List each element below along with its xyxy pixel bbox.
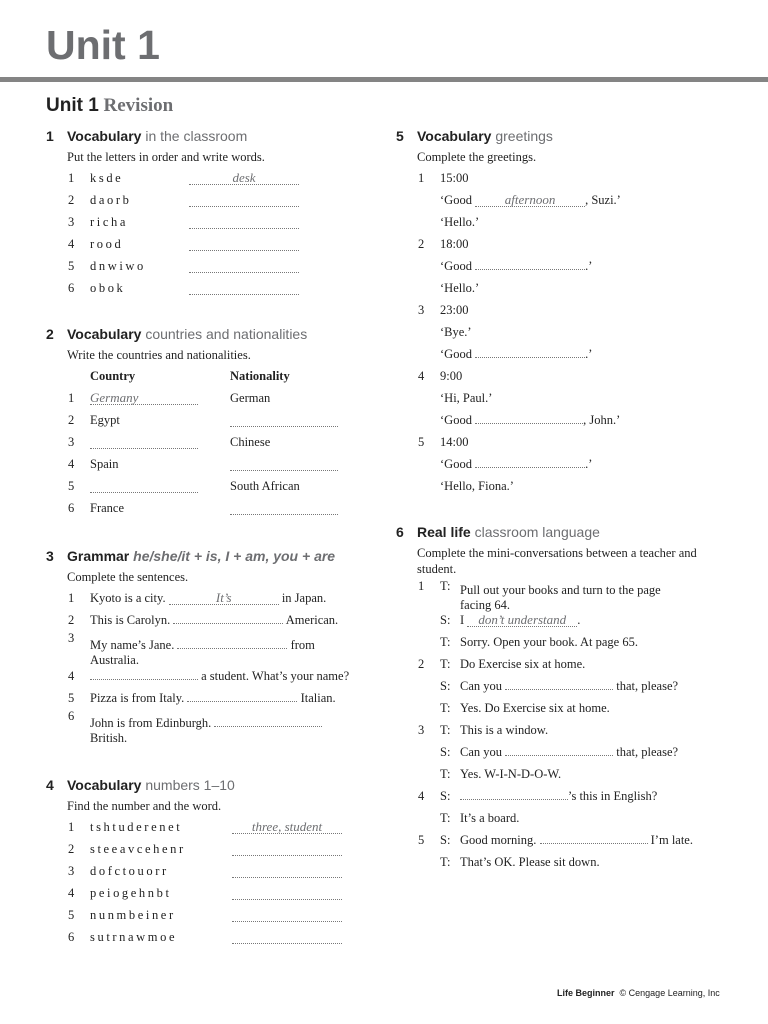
sentence-continuation: Australia. — [90, 653, 139, 667]
greeting-line — [396, 453, 726, 475]
teacher-line — [396, 851, 726, 873]
item-number: 2 — [418, 657, 425, 671]
answer-blank[interactable] — [214, 713, 322, 727]
page-footer — [557, 988, 720, 998]
student-prefix: Good morning. — [460, 833, 537, 847]
scramble-item — [46, 233, 376, 255]
country-item — [46, 387, 376, 409]
teacher-text: Pull out your books and turn to the page facing 64. — [460, 583, 661, 612]
letter-string: sutrnawmoe — [90, 930, 178, 944]
student-blank[interactable]: don’t understand — [467, 613, 577, 627]
answer-blank[interactable] — [232, 930, 342, 944]
item-number: 3 — [418, 723, 425, 737]
greeting-line — [396, 189, 726, 211]
sentence-start: My name’s Jane. — [90, 638, 175, 652]
greeting-blank[interactable] — [475, 410, 583, 424]
item-number: 2 — [68, 842, 75, 856]
student-line — [396, 785, 726, 807]
teacher-label: T: — [440, 855, 451, 869]
item-number: 3 — [418, 303, 425, 317]
student-line — [396, 741, 726, 763]
sentence-start: John is from Edinburgh. — [90, 716, 212, 730]
sentence-item — [46, 609, 376, 631]
greeting-line — [396, 343, 726, 365]
teacher-label: T: — [440, 657, 451, 671]
letter-string: tshtuderenet — [90, 820, 183, 834]
reply-line — [396, 387, 726, 409]
nationality-text: German — [230, 391, 271, 405]
letter-string: steeavcehenr — [90, 842, 186, 856]
student-blank[interactable] — [505, 676, 613, 690]
answer-blank[interactable] — [232, 908, 342, 922]
answer-blank[interactable] — [189, 259, 299, 273]
item-number: 5 — [68, 691, 75, 705]
student-line — [396, 609, 726, 631]
number-word-item — [46, 838, 376, 860]
country-header: Country — [90, 369, 136, 383]
number-word-item — [46, 882, 376, 904]
answer-blank[interactable] — [232, 864, 342, 878]
student-suffix: I’m late. — [650, 833, 693, 847]
answer-blank[interactable] — [189, 215, 299, 229]
item-number: 3 — [68, 435, 75, 449]
item-number: 2 — [68, 613, 75, 627]
nationality-blank[interactable] — [230, 413, 338, 427]
time-text: 9:00 — [440, 369, 463, 383]
answer-blank[interactable]: desk — [189, 171, 299, 185]
country-item — [46, 409, 376, 431]
unit-heading: Unit 1 — [46, 22, 160, 68]
exercise-instruction: Complete the mini-conversations between a teacher and student. — [417, 546, 697, 576]
answer-blank[interactable] — [177, 635, 287, 649]
greeting-time — [396, 167, 726, 189]
teacher-line — [396, 807, 726, 829]
exercise-category: Vocabulary — [67, 326, 142, 342]
page-subtitle — [46, 94, 173, 118]
reply-line — [396, 321, 726, 343]
reply-text: ‘Hi, Paul.’ — [440, 391, 493, 405]
exercise-4 — [46, 775, 376, 948]
teacher-text: Sorry. Open your book. At page 65. — [460, 635, 638, 649]
exercise-4-heading — [46, 775, 376, 795]
reply-text: ‘Bye.’ — [440, 325, 472, 339]
teacher-text: Yes. W-I-N-D-O-W. — [460, 767, 562, 781]
greeting-blank[interactable] — [475, 344, 585, 358]
answer-blank[interactable] — [173, 610, 283, 624]
teacher-line — [396, 579, 726, 612]
greeting-prefix: ‘Good — [440, 457, 472, 471]
answer-blank[interactable] — [187, 688, 297, 702]
reply-text: ‘Hello.’ — [440, 281, 480, 295]
item-number: 5 — [418, 435, 425, 449]
item-number: 5 — [418, 833, 425, 847]
time-text: 18:00 — [440, 237, 469, 251]
teacher-line — [396, 653, 726, 675]
answer-blank[interactable] — [189, 237, 299, 251]
footer-book-title: Life Beginner — [557, 988, 615, 998]
answer-blank[interactable]: It’s — [169, 591, 279, 605]
item-number: 1 — [418, 171, 425, 185]
student-suffix: that, please? — [616, 679, 679, 693]
footer-copyright: © Cengage Learning, Inc — [619, 988, 720, 998]
greeting-line — [396, 409, 726, 431]
teacher-label: T: — [440, 579, 451, 593]
item-number: 3 — [68, 864, 75, 878]
item-number: 6 — [68, 501, 75, 515]
item-number: 5 — [68, 908, 75, 922]
header-rule — [0, 77, 768, 82]
sentence-start: This is Carolyn. — [90, 613, 171, 627]
item-number: 6 — [68, 930, 75, 944]
exercise-instruction: Write the countries and nationalities. — [67, 348, 251, 362]
answer-blank[interactable] — [90, 666, 198, 680]
item-number: 1 — [418, 579, 425, 593]
student-label: S: — [440, 833, 451, 847]
exercise-number: 6 — [396, 524, 404, 540]
exercise-5-heading — [396, 126, 726, 146]
item-number: 4 — [68, 669, 75, 683]
sentence-item — [46, 631, 376, 665]
item-number: 4 — [418, 789, 425, 803]
teacher-label: T: — [440, 723, 451, 737]
exercise-instruction: Complete the greetings. — [417, 150, 537, 164]
greeting-suffix: , Suzi.’ — [585, 193, 621, 207]
exercise-3-heading — [46, 546, 376, 566]
letter-string: dofctouorr — [90, 864, 169, 878]
greeting-suffix: .’ — [585, 259, 593, 273]
exercise-instruction: Put the letters in order and write words. — [67, 150, 265, 164]
item-number: 2 — [68, 413, 75, 427]
greeting-time — [396, 365, 726, 387]
country-answer[interactable]: Germany — [90, 391, 198, 405]
sentence-end: in Japan. — [281, 591, 327, 605]
country-text: France — [90, 501, 125, 515]
sentence-item — [46, 709, 376, 743]
teacher-text: This is a window. — [460, 723, 549, 737]
answer-blank[interactable] — [232, 886, 342, 900]
student-blank[interactable] — [460, 786, 568, 800]
scramble-item — [46, 255, 376, 277]
scrambled-letters: obok — [90, 281, 126, 295]
exercise-number: 5 — [396, 128, 404, 144]
item-number: 1 — [68, 391, 75, 405]
exercise-number: 1 — [46, 128, 54, 144]
teacher-text: Yes. Do Exercise six at home. — [460, 701, 610, 715]
sentence-item — [46, 587, 376, 609]
exercise-category: Real life — [417, 524, 471, 540]
letter-string: peiogehnbt — [90, 886, 172, 900]
number-word-item — [46, 904, 376, 926]
exercise-number: 2 — [46, 326, 54, 342]
item-number: 1 — [68, 591, 75, 605]
sentence-end: American. — [285, 613, 339, 627]
student-blank[interactable] — [540, 830, 648, 844]
time-text: 23:00 — [440, 303, 469, 317]
teacher-label: T: — [440, 635, 451, 649]
exercise-instruction: Complete the sentences. — [67, 570, 189, 584]
number-word-item — [46, 926, 376, 948]
exercise-5 — [396, 126, 726, 497]
greeting-blank[interactable]: afternoon — [475, 193, 585, 207]
student-label: S: — [440, 789, 451, 803]
item-number: 5 — [68, 259, 75, 273]
student-label: S: — [440, 745, 451, 759]
reply-line — [396, 475, 726, 497]
greeting-suffix: .’ — [585, 457, 593, 471]
reply-text: ‘Hello.’ — [440, 215, 480, 229]
sentence-end: from — [290, 638, 315, 652]
sentence-end: a student. What’s your name? — [201, 669, 350, 683]
item-number: 4 — [68, 237, 75, 251]
student-label: S: — [440, 613, 451, 627]
greeting-blank[interactable] — [475, 256, 585, 270]
exercise-1-heading — [46, 126, 376, 146]
exercise-topic: numbers 1–10 — [145, 777, 235, 793]
subtitle-revision: Revision — [103, 95, 174, 116]
answer-blank[interactable]: three, student — [232, 820, 342, 834]
item-number: 6 — [68, 281, 75, 295]
country-item — [46, 497, 376, 519]
exercise-topic: countries and nationalities — [145, 326, 308, 342]
exercise-3 — [46, 546, 376, 743]
nationality-header: Nationality — [230, 369, 290, 383]
sentence-end: Italian. — [300, 691, 336, 705]
time-text: 14:00 — [440, 435, 469, 449]
country-item — [46, 475, 376, 497]
exercise-topic: he/she/it + is, I + am, you + are — [133, 548, 336, 564]
sentence-item — [46, 665, 376, 687]
greeting-time — [396, 299, 726, 321]
country-item — [46, 431, 376, 453]
teacher-text: It’s a board. — [460, 811, 520, 825]
exercise-category: Vocabulary — [67, 777, 142, 793]
column-headers — [46, 365, 376, 387]
exercise-category: Grammar — [67, 548, 130, 564]
teacher-label: T: — [440, 811, 451, 825]
exercise-number: 3 — [46, 548, 54, 564]
exercise-category: Vocabulary — [417, 128, 492, 144]
reply-text: ‘Hello, Fiona.’ — [440, 479, 514, 493]
scramble-item — [46, 211, 376, 233]
nationality-blank[interactable] — [230, 501, 338, 515]
item-number: 2 — [418, 237, 425, 251]
teacher-line — [396, 763, 726, 785]
student-prefix: Can you — [460, 745, 503, 759]
item-number: 2 — [68, 193, 75, 207]
greeting-time — [396, 431, 726, 453]
student-label: S: — [440, 679, 451, 693]
sentence-continuation: British. — [90, 731, 128, 745]
greeting-suffix: .’ — [585, 347, 593, 361]
scrambled-letters: richa — [90, 215, 128, 229]
country-blank[interactable] — [90, 435, 198, 449]
country-text: Spain — [90, 457, 119, 471]
exercise-6 — [396, 522, 726, 873]
scramble-item — [46, 189, 376, 211]
letter-string: nunmbeiner — [90, 908, 176, 922]
greeting-prefix: ‘Good — [440, 347, 472, 361]
teacher-line — [396, 631, 726, 653]
greeting-suffix: , John.’ — [583, 413, 621, 427]
teacher-label: T: — [440, 701, 451, 715]
exercise-2-heading — [46, 324, 376, 344]
time-text: 15:00 — [440, 171, 469, 185]
teacher-text: Do Exercise six at home. — [460, 657, 586, 671]
exercise-topic: classroom language — [474, 524, 600, 540]
sentence-item — [46, 687, 376, 709]
nationality-blank[interactable] — [230, 457, 338, 471]
subtitle-unit: Unit 1 — [46, 95, 99, 116]
exercise-category: Vocabulary — [67, 128, 142, 144]
item-number: 6 — [68, 709, 75, 723]
greeting-prefix: ‘Good — [440, 413, 472, 427]
teacher-line — [396, 719, 726, 741]
exercise-1 — [46, 126, 376, 299]
sentence-start: Pizza is from Italy. — [90, 691, 185, 705]
sentence-start: Kyoto is a city. — [90, 591, 166, 605]
scrambled-letters: daorb — [90, 193, 132, 207]
scramble-item — [46, 277, 376, 299]
student-prefix: I — [460, 613, 465, 627]
item-number: 1 — [68, 171, 75, 185]
student-blank[interactable] — [505, 742, 613, 756]
answer-blank[interactable] — [189, 193, 299, 207]
teacher-label: T: — [440, 767, 451, 781]
student-line — [396, 829, 726, 851]
country-item — [46, 453, 376, 475]
item-number: 4 — [418, 369, 425, 383]
exercise-6-heading — [396, 522, 726, 542]
greeting-prefix: ‘Good — [440, 193, 472, 207]
exercise-topic: greetings — [495, 128, 553, 144]
teacher-text: That’s OK. Please sit down. — [460, 855, 600, 869]
scrambled-letters: rood — [90, 237, 124, 251]
item-number: 3 — [68, 631, 75, 645]
student-suffix: ’s this in English? — [568, 789, 658, 803]
item-number: 5 — [68, 479, 75, 493]
scramble-item — [46, 167, 376, 189]
item-number: 4 — [68, 457, 75, 471]
reply-line — [396, 277, 726, 299]
scrambled-letters: ksde — [90, 171, 124, 185]
exercise-topic: in the classroom — [145, 128, 248, 144]
greeting-line — [396, 255, 726, 277]
exercise-instruction: Find the number and the word. — [67, 799, 222, 813]
teacher-line — [396, 697, 726, 719]
nationality-text: South African — [230, 479, 300, 493]
number-word-item — [46, 816, 376, 838]
greeting-time — [396, 233, 726, 255]
number-word-item — [46, 860, 376, 882]
nationality-text: Chinese — [230, 435, 271, 449]
answer-blank[interactable] — [232, 842, 342, 856]
item-number: 1 — [68, 820, 75, 834]
greeting-prefix: ‘Good — [440, 259, 472, 273]
exercise-2 — [46, 324, 376, 519]
country-blank[interactable] — [90, 479, 198, 493]
item-number: 4 — [68, 886, 75, 900]
exercise-number: 4 — [46, 777, 54, 793]
scrambled-letters: dnwiwo — [90, 259, 146, 273]
greeting-blank[interactable] — [475, 454, 585, 468]
student-line — [396, 675, 726, 697]
country-text: Egypt — [90, 413, 120, 427]
item-number: 3 — [68, 215, 75, 229]
reply-line — [396, 211, 726, 233]
student-prefix: Can you — [460, 679, 503, 693]
answer-blank[interactable] — [189, 281, 299, 295]
student-suffix: that, please? — [616, 745, 679, 759]
student-suffix: . — [577, 613, 581, 627]
